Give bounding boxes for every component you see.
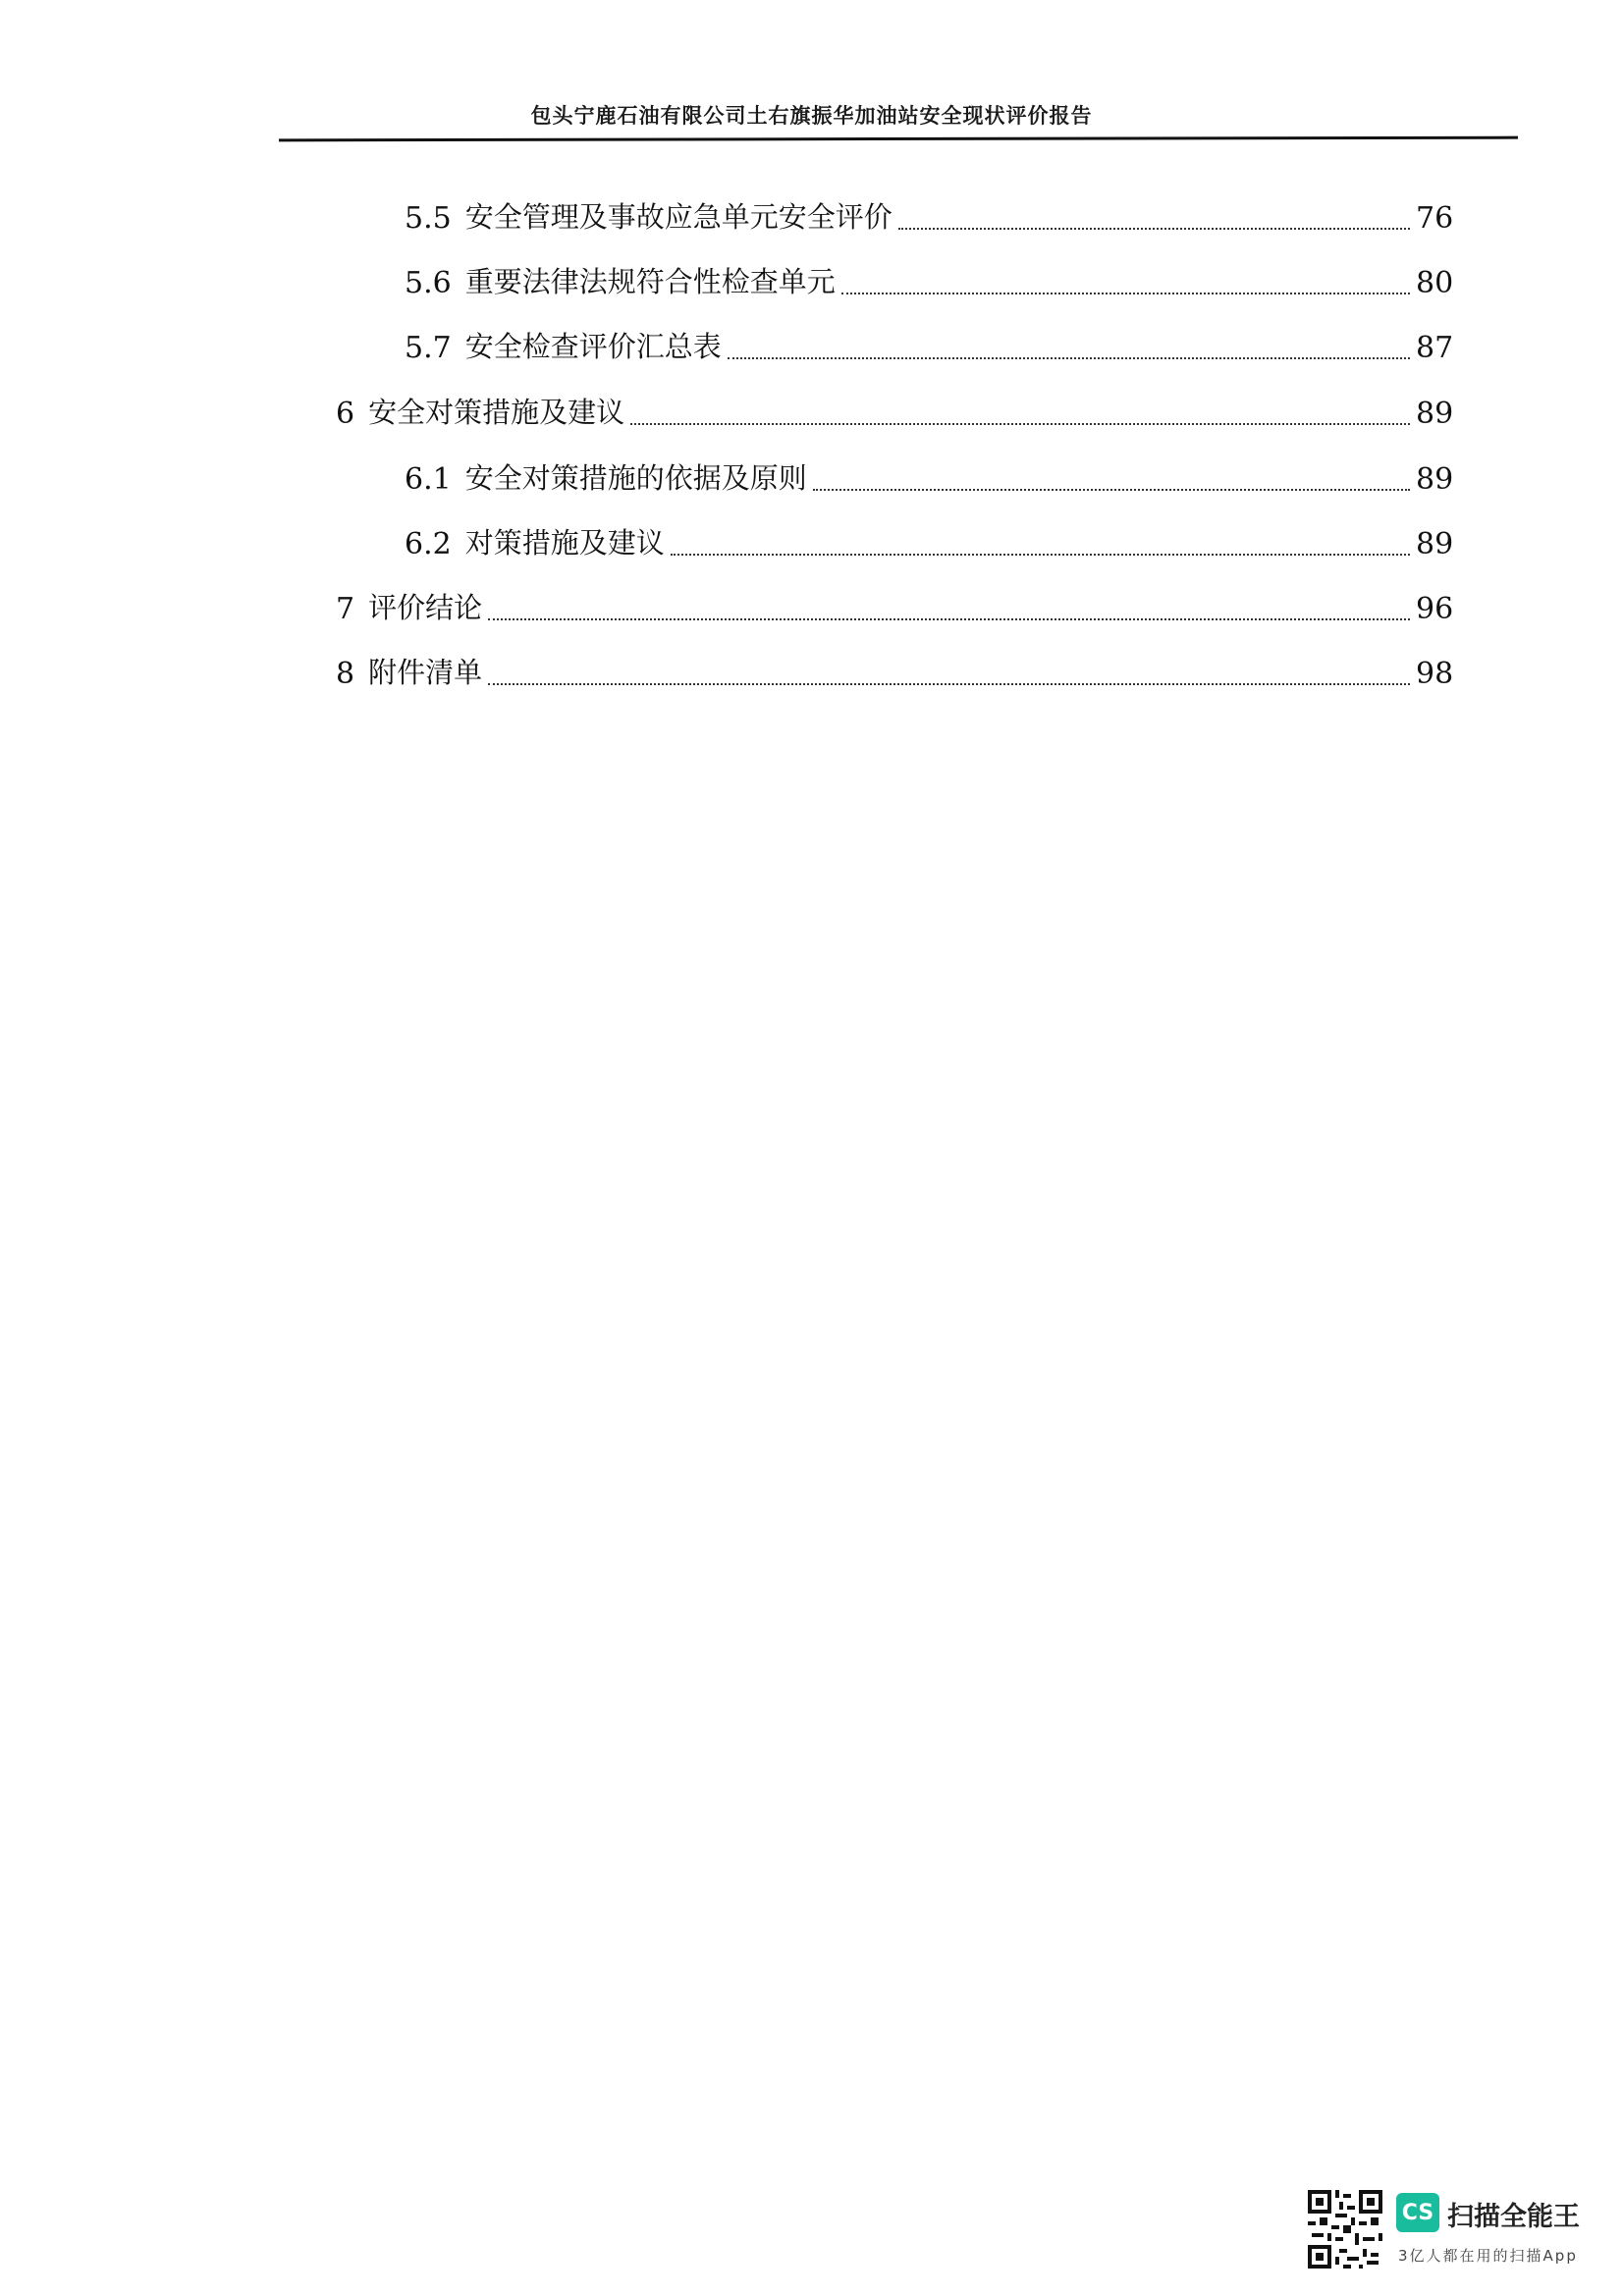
- toc-entry-title: 附件清单: [368, 656, 483, 689]
- toc-entry-number: 5.7: [405, 331, 452, 365]
- toc-entry[interactable]: [405, 261, 1457, 300]
- toc-leader-dots: [813, 489, 1410, 491]
- toc-leader-dots: [898, 228, 1410, 230]
- toc-entry-title: 安全对策措施及建议: [368, 396, 625, 429]
- toc-leader-dots: [728, 357, 1410, 359]
- toc-entry-number: 5.5: [405, 201, 452, 236]
- toc-entry-page: 89: [1416, 462, 1454, 497]
- toc-entry-title: 评价结论: [368, 591, 483, 624]
- app-slogan: 3亿人都在用的扫描App: [1398, 2247, 1578, 2265]
- qr-code-icon[interactable]: [1308, 2190, 1382, 2269]
- header-divider: [279, 136, 1518, 142]
- toc-leader-dots: [671, 554, 1410, 556]
- toc-leader-dots: [488, 683, 1410, 685]
- toc-entry[interactable]: [336, 652, 1457, 691]
- toc-leader-dots: [841, 293, 1410, 294]
- toc-entry-title: 安全对策措施的依据及原则: [464, 461, 807, 495]
- camscanner-logo-icon: CS: [1396, 2193, 1439, 2232]
- app-name: 扫描全能王: [1447, 2202, 1580, 2232]
- toc-entry-page: 76: [1416, 201, 1454, 236]
- toc-entry[interactable]: [405, 522, 1457, 561]
- toc-entry-number: 5.6: [405, 266, 452, 300]
- report-title: 包头宁鹿石油有限公司土右旗振华加油站安全现状评价报告: [530, 104, 1093, 128]
- toc-entry-page: 80: [1416, 266, 1454, 300]
- toc-entry-title: 对策措施及建议: [464, 526, 665, 560]
- toc-entry-title: 安全管理及事故应急单元安全评价: [464, 200, 893, 234]
- toc-entry-title: 重要法律法规符合性检查单元: [464, 265, 836, 298]
- toc-entry[interactable]: [336, 392, 1457, 431]
- toc-entry[interactable]: [405, 457, 1457, 497]
- toc-entry-title: 安全检查评价汇总表: [464, 330, 722, 363]
- toc-entry-page: 87: [1416, 331, 1454, 365]
- toc-entry-number: 7: [336, 592, 355, 626]
- toc-entry-page: 98: [1416, 657, 1454, 691]
- toc-entry-page: 96: [1416, 592, 1454, 626]
- toc-entry-page: 89: [1416, 527, 1454, 561]
- toc-entry-number: 6.1: [405, 462, 452, 497]
- toc-leader-dots: [488, 618, 1410, 620]
- toc-entry[interactable]: [336, 587, 1457, 626]
- toc-leader-dots: [630, 423, 1410, 425]
- toc-entry-number: 6.2: [405, 527, 452, 561]
- toc-entry-number: 8: [336, 657, 355, 691]
- toc-entry[interactable]: [405, 326, 1457, 365]
- toc-entry-page: 89: [1416, 397, 1454, 431]
- toc-entry[interactable]: [405, 196, 1457, 236]
- toc-entry-number: 6: [336, 397, 355, 431]
